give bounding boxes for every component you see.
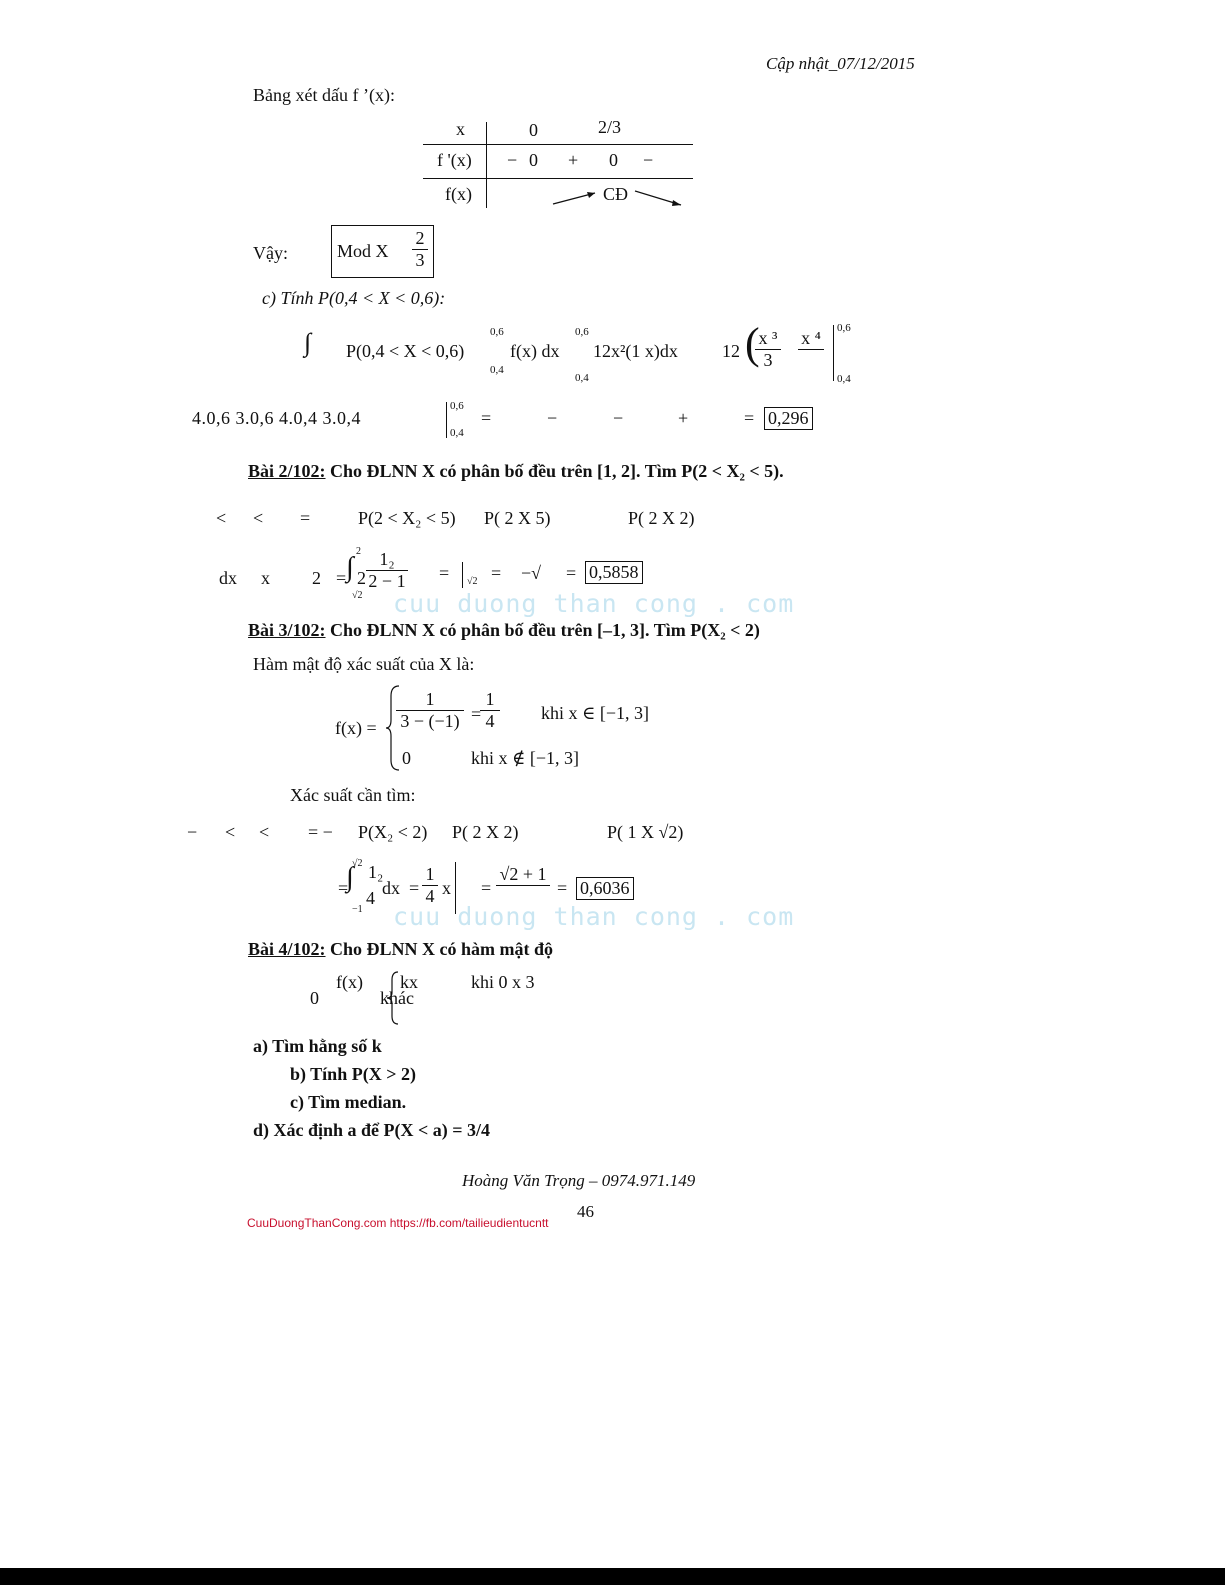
eval-up-2: 0,6 (450, 400, 464, 412)
x-value-2-3: 2/3 (598, 117, 622, 137)
bai2-prob-3: P( 2 X 2) (628, 508, 695, 528)
bai3-eq: = − (308, 822, 333, 842)
bai3-case1-den: 3 − (−1) (396, 710, 464, 732)
lim-lo-1: 0,4 (490, 364, 504, 376)
bai4-case1: kx (400, 972, 418, 992)
bai3-case2-cond: khi x ∉ [−1, 3] (471, 748, 579, 768)
bai2-two: 2 (312, 568, 321, 588)
bai2-prob-2: P( 2 X 5) (484, 508, 551, 528)
part-c-label: c) Tính P(0,4 < X < 0,6): (262, 288, 446, 308)
term-x4 (798, 328, 824, 371)
bai3-dx: dx (382, 878, 400, 898)
bai3-prob-3: P( 1 X √2) (607, 822, 684, 842)
bai3-coef-num: 1 (425, 864, 435, 884)
bai2-statement: Cho ĐLNN X có phân bố đều trên [1, 2]. Tìm P(2 < X₂ < 5). (330, 461, 784, 481)
bai2-eq-1: = (439, 563, 450, 583)
table-divider-1 (423, 144, 693, 145)
table-divider-vertical (486, 122, 487, 208)
bai3-eq-3: = (557, 878, 568, 898)
x-label: x (456, 119, 465, 139)
term-x4-num: x ⁴ (801, 328, 821, 348)
term-x4-bar (798, 349, 824, 371)
sign-table-label: Bảng xét dấu f ’(x): (253, 85, 395, 105)
eval-lo-2: 0,4 (450, 427, 464, 439)
sign-table (423, 112, 693, 212)
result-bai2: 0,5858 (585, 561, 643, 584)
bai3-integrand: 1₂ (368, 862, 384, 882)
bai3-lt-1: < (225, 822, 236, 842)
result-bai1: 0,296 (764, 407, 813, 430)
bai3-int-up: √2 (352, 858, 363, 869)
bai3-heading (248, 620, 760, 641)
bai2-lt-1: < (216, 508, 227, 528)
bai4-case2: khác (380, 988, 414, 1008)
bai3-res-num: √2 + 1 (499, 864, 547, 884)
bai2-x: x (261, 568, 270, 588)
integrand-2: 12x²(1 x)dx (593, 341, 678, 361)
bai2-integrand-2: 2 (357, 568, 366, 588)
bai2-heading (248, 461, 784, 482)
bai4-title: Bài 4/102: (248, 939, 326, 959)
bai2-eval-lo: √2 (467, 576, 478, 587)
mode-box (331, 225, 434, 278)
bai3-eq-2: = (481, 878, 492, 898)
bai2-int-eq: = (336, 568, 347, 588)
result-bai3: 0,6036 (576, 877, 634, 900)
bai4-fx: f(x) (336, 972, 363, 992)
bai4-zero: 0 (310, 988, 319, 1008)
mode-text: Mod X (337, 241, 389, 261)
eval-op-1: − (547, 408, 558, 428)
bai3-minus: − (187, 822, 198, 842)
eval-op-4: = (744, 408, 755, 428)
update-date: Cập nhật_07/12/2015 (766, 54, 915, 73)
bai3-statement: Cho ĐLNN X có phân bố đều trên [–1, 3]. Tìm P(X₂ < 2) (330, 620, 760, 640)
fprime-label: f '(x) (437, 150, 472, 170)
bai3-coef-fraction (422, 864, 438, 907)
bai2-dx: dx (219, 568, 237, 588)
lim-lo-2: 0,4 (575, 372, 589, 384)
term-x3-over-3 (755, 328, 781, 371)
eval-op-2: − (613, 408, 624, 428)
eval-bar-2 (446, 402, 447, 438)
fprime-sign-3: + (568, 150, 579, 170)
bai2-lt-2: < (253, 508, 264, 528)
bai2-integral-sign: ∫ (346, 552, 354, 583)
bottom-bar (0, 1568, 1225, 1585)
bai3-integrand-4: 4 (366, 888, 375, 908)
bai3-eq-1: = (409, 878, 420, 898)
bai3-case1-eq-fraction (480, 689, 500, 732)
fprime-sign-2: 0 (529, 150, 538, 170)
bai2-int-lo: √2 (352, 590, 363, 601)
bai2-minus-sqrt: −√ (521, 563, 542, 583)
bai3-density-label: Hàm mật độ xác suất của X là: (253, 654, 475, 674)
bai3-prob-2: P( 2 X 2) (452, 822, 519, 842)
eval-expression: 4.0,6 3.0,6 4.0,4 3.0,4 (192, 408, 361, 428)
bai4-case1-cond: khi 0 x 3 (471, 972, 535, 992)
bai4-statement: Cho ĐLNN X có hàm mật độ (330, 939, 554, 959)
fprime-sign-4: 0 (609, 150, 618, 170)
mode-numerator: 2 (415, 228, 425, 248)
bai3-case1-eq: = (471, 704, 482, 724)
bai3-fx: f(x) = (335, 718, 377, 738)
mode-denominator: 3 (412, 249, 428, 271)
bai3-result-fraction (496, 864, 550, 907)
eval-eq: = (481, 408, 492, 428)
footer-author: Hoàng Văn Trọng – 0974.971.149 (462, 1171, 696, 1190)
bai2-eval-bar (462, 562, 463, 588)
bai3-x: x (442, 878, 451, 898)
bai2-eq: = (300, 508, 311, 528)
bai2-fraction (366, 549, 408, 592)
eval-bar-1 (833, 325, 834, 381)
bai3-prob-1: P(X₂ < 2) (358, 822, 428, 842)
f-label: f(x) (445, 184, 472, 204)
term-3: 3 (755, 349, 781, 371)
bai3-case1-cond: khi x ∈ [−1, 3] (541, 703, 649, 723)
bai2-eq-2: = (491, 563, 502, 583)
lim-up-1: 0,6 (490, 326, 504, 338)
bai3-case1-eq-den: 4 (480, 710, 500, 732)
bai2-prob-1: P(2 < X₂ < 5) (358, 508, 456, 528)
bai3-lt-2: < (259, 822, 270, 842)
prob-lhs: P(0,4 < X < 0,6) (346, 341, 465, 361)
bai3-case1-num: 1 (425, 689, 435, 709)
f-extreme: CĐ (603, 184, 629, 204)
page-number: 46 (577, 1202, 594, 1221)
bai4-part-d: d) Xác định a để P(X < a) = 3/4 (253, 1120, 491, 1140)
bai2-frac-num: 1₂ (379, 549, 395, 569)
variation-arrows (543, 172, 693, 212)
bai3-int-lo: −1 (352, 904, 363, 915)
bai2-title: Bài 2/102: (248, 461, 326, 481)
eval-up-1: 0,6 (837, 322, 851, 334)
bai3-case1-eq-num: 1 (485, 689, 495, 709)
fprime-sign-5: − (643, 150, 654, 170)
watermark-1: cuu duong than cong . com (393, 589, 795, 618)
bai2-frac-den: 2 − 1 (366, 570, 408, 592)
bai4-heading (248, 939, 553, 960)
bai3-coef-den: 4 (422, 885, 438, 907)
integrand-1: f(x) dx (510, 341, 560, 361)
open-paren: ( (745, 319, 760, 368)
bai3-case2-val: 0 (402, 748, 411, 768)
bai2-eq-3: = (566, 563, 577, 583)
bai4-part-b: b) Tính P(X > 2) (290, 1064, 416, 1084)
conclusion-label: Vậy: (253, 243, 288, 263)
bai3-title: Bài 3/102: (248, 620, 326, 640)
coef-12: 12 (722, 341, 740, 361)
source-link[interactable]: CuuDuongThanCong.com https://fb.com/tailieudientucntt (247, 1216, 549, 1230)
bai3-int-eq: = (338, 878, 349, 898)
fprime-sign-1: − (507, 150, 518, 170)
bai3-case1-fraction (396, 689, 464, 732)
bai3-integral-sign: ∫ (346, 862, 354, 893)
lim-up-2: 0,6 (575, 326, 589, 338)
term-x3: x ³ (758, 328, 778, 348)
bai4-part-c: c) Tìm median. (290, 1092, 407, 1112)
integral-sign: ∫ (304, 328, 312, 357)
x-value-0: 0 (529, 120, 538, 140)
bai3-prob-label: Xác suất cần tìm: (290, 785, 416, 805)
mode-fraction (412, 228, 428, 271)
bai4-part-a: a) Tìm hằng số k (253, 1036, 382, 1056)
eval-op-3: + (678, 408, 689, 428)
watermark-2: cuu duong than cong . com (393, 902, 795, 931)
eval-lo-1: 0,4 (837, 373, 851, 385)
bai2-int-up: 2 (356, 546, 361, 557)
